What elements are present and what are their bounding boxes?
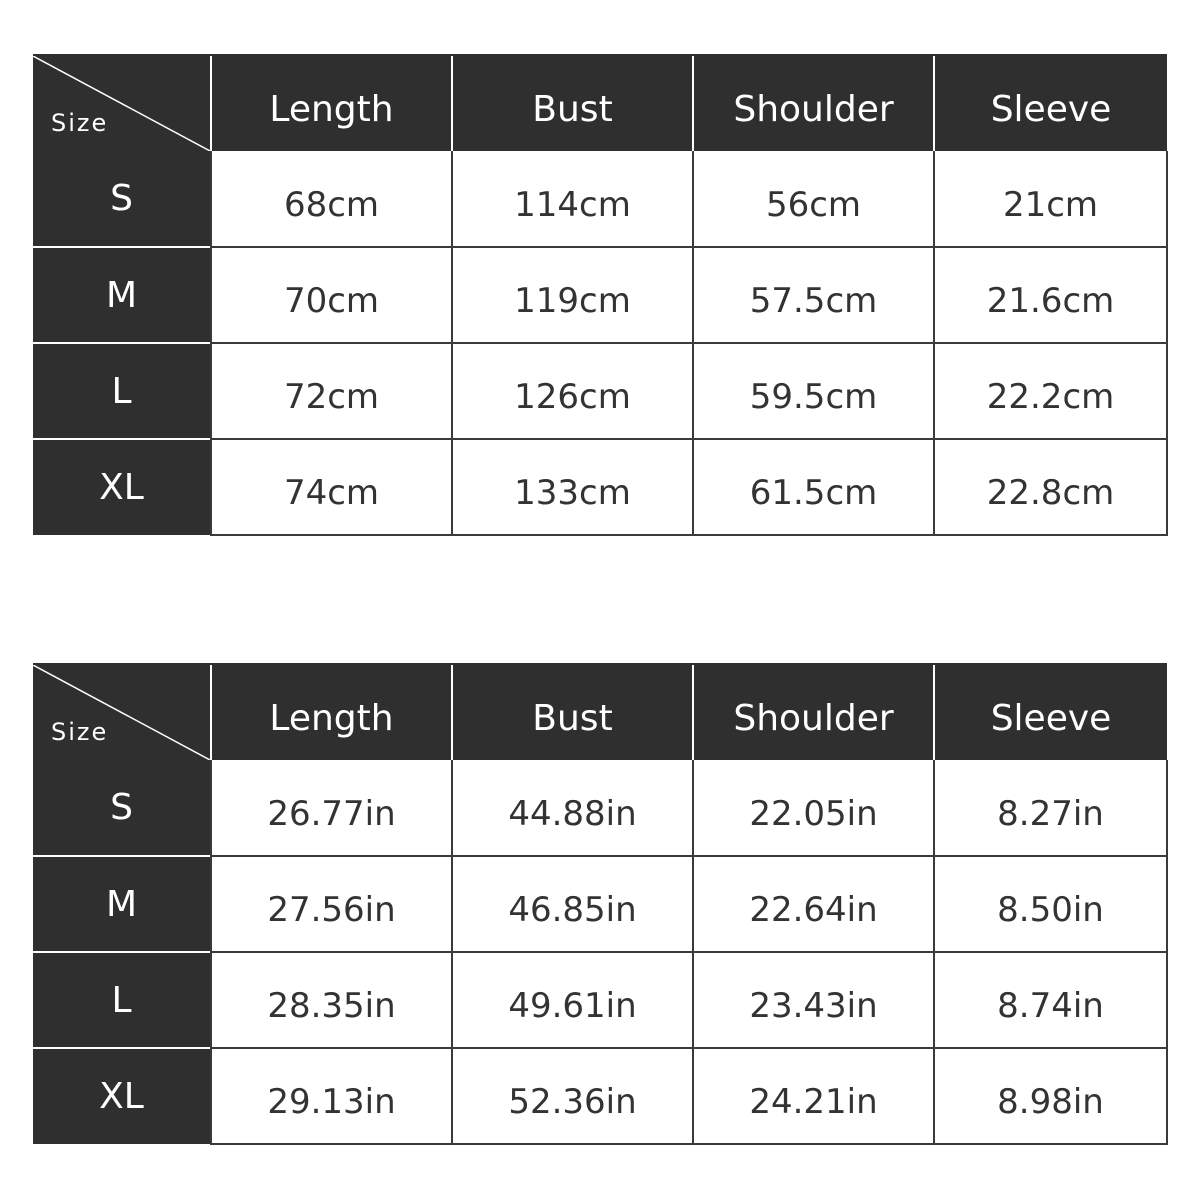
- column-header-shoulder: Shoulder: [693, 55, 934, 151]
- table-row: [33, 760, 1167, 856]
- row-header-size: XL: [33, 1048, 211, 1144]
- table-cell: 22.64in: [693, 856, 934, 952]
- table-cell: 119cm: [452, 247, 693, 343]
- column-header-length: Length: [211, 664, 452, 760]
- table-cell: 24.21in: [693, 1048, 934, 1144]
- row-header-size: S: [33, 151, 211, 247]
- corner-header: [33, 55, 211, 151]
- table-cell: 27.56in: [211, 856, 452, 952]
- table-cell: 52.36in: [452, 1048, 693, 1144]
- table-cell: 22.2cm: [934, 343, 1167, 439]
- table-cell: 59.5cm: [693, 343, 934, 439]
- row-header-size: XL: [33, 439, 211, 535]
- size-chart-cm-table: [33, 54, 1168, 536]
- table-cell: 70cm: [211, 247, 452, 343]
- table-cell: 44.88in: [452, 760, 693, 856]
- row-header-size: L: [33, 343, 211, 439]
- table-row: [33, 952, 1167, 1048]
- table-cell: 22.8cm: [934, 439, 1167, 535]
- table-cell: 126cm: [452, 343, 693, 439]
- table-cell: 74cm: [211, 439, 452, 535]
- table-row: [33, 343, 1167, 439]
- size-corner-label: Size: [51, 109, 109, 137]
- table-cell: 49.61in: [452, 952, 693, 1048]
- table-cell: 114cm: [452, 151, 693, 247]
- table-cell: 23.43in: [693, 952, 934, 1048]
- table-cell: 133cm: [452, 439, 693, 535]
- table-cell: 22.05in: [693, 760, 934, 856]
- table-row: [33, 151, 1167, 247]
- table-cell: 21cm: [934, 151, 1167, 247]
- column-header-length: Length: [211, 55, 452, 151]
- column-header-bust: Bust: [452, 55, 693, 151]
- table-cell: 57.5cm: [693, 247, 934, 343]
- row-header-size: M: [33, 856, 211, 952]
- table-cell: 56cm: [693, 151, 934, 247]
- table-cell: 72cm: [211, 343, 452, 439]
- table-cell: 8.27in: [934, 760, 1167, 856]
- table-cell: 26.77in: [211, 760, 452, 856]
- header-row: [33, 55, 1167, 151]
- table-cell: 68cm: [211, 151, 452, 247]
- table-cell: 61.5cm: [693, 439, 934, 535]
- table-cell: 8.74in: [934, 952, 1167, 1048]
- column-header-sleeve: Sleeve: [934, 664, 1167, 760]
- row-header-size: M: [33, 247, 211, 343]
- row-header-size: L: [33, 952, 211, 1048]
- row-header-size: S: [33, 760, 211, 856]
- table-cell: 46.85in: [452, 856, 693, 952]
- table-row: [33, 856, 1167, 952]
- table-cell: 8.50in: [934, 856, 1167, 952]
- column-header-shoulder: Shoulder: [693, 664, 934, 760]
- table-cell: 21.6cm: [934, 247, 1167, 343]
- table-cell: 29.13in: [211, 1048, 452, 1144]
- table-cell: 8.98in: [934, 1048, 1167, 1144]
- table-row: [33, 247, 1167, 343]
- size-chart-inch-table: [33, 663, 1168, 1145]
- table-row: [33, 1048, 1167, 1144]
- table-row: [33, 439, 1167, 535]
- size-corner-label: Size: [51, 718, 109, 746]
- corner-header: [33, 664, 211, 760]
- column-header-bust: Bust: [452, 664, 693, 760]
- header-row: [33, 664, 1167, 760]
- column-header-sleeve: Sleeve: [934, 55, 1167, 151]
- table-cell: 28.35in: [211, 952, 452, 1048]
